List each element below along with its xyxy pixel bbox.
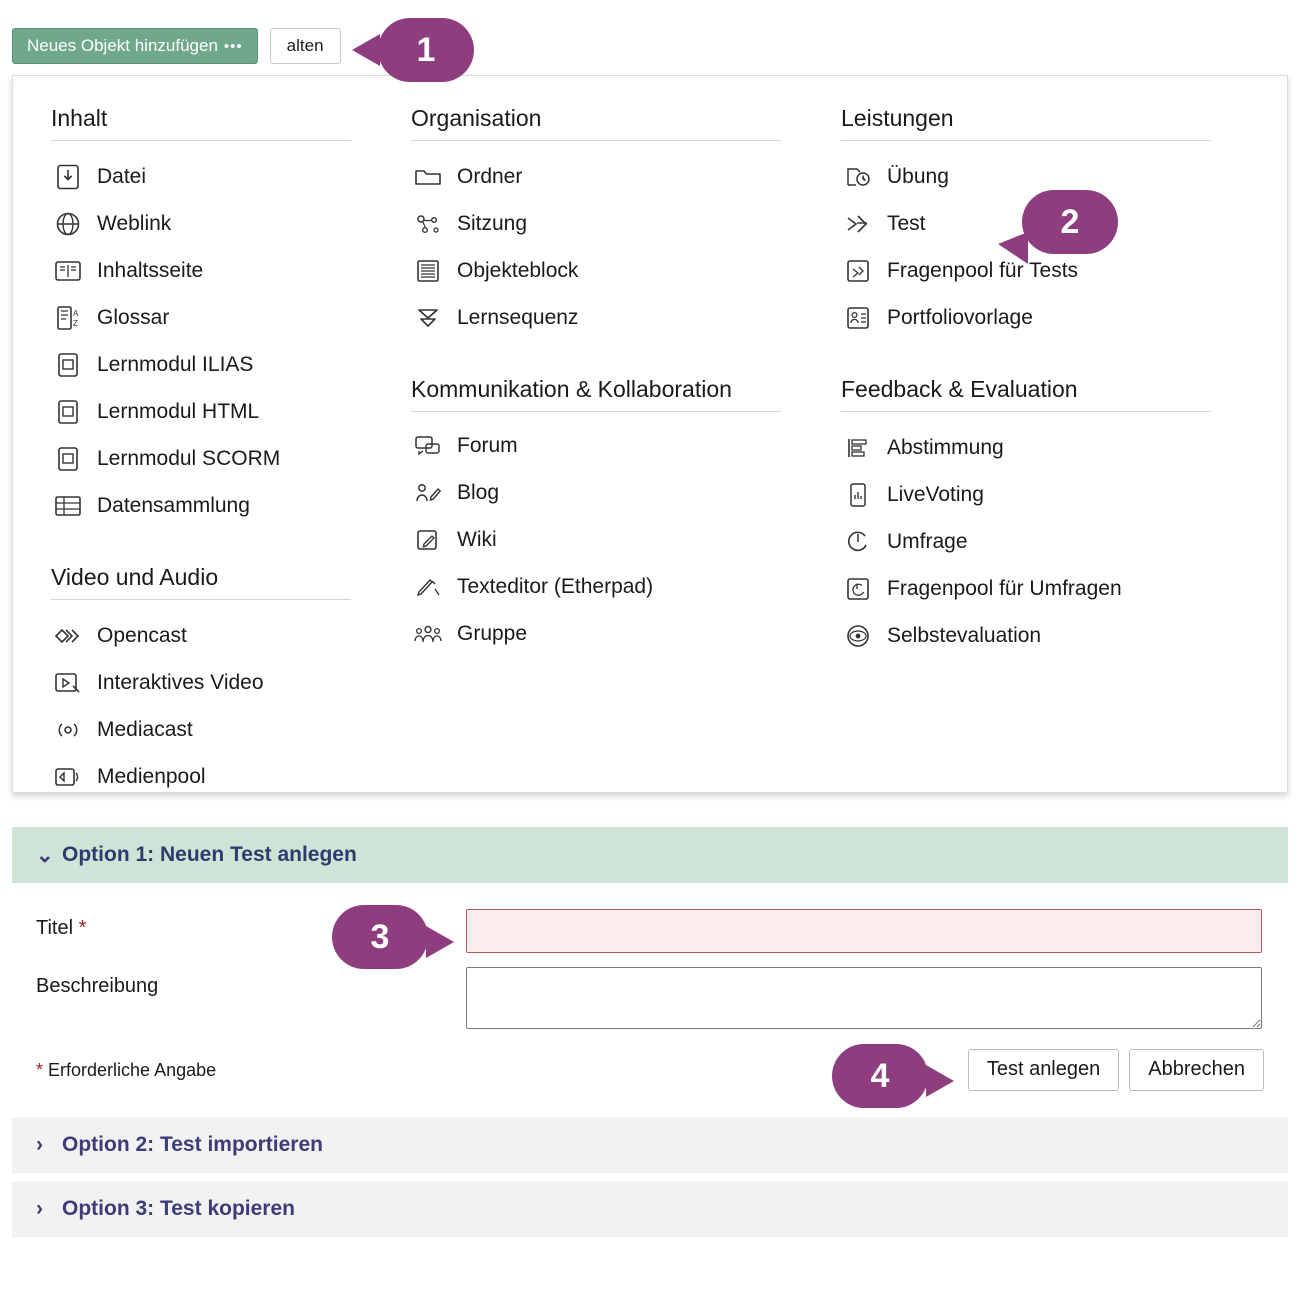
callout-number: 3 xyxy=(370,917,390,956)
livevoting-icon xyxy=(841,480,875,510)
menu-item-texteditor-etherpad[interactable] xyxy=(411,563,781,610)
learning-module-icon xyxy=(51,397,85,427)
menu-item-label: Lernmodul ILIAS xyxy=(97,353,254,377)
mediacast-icon xyxy=(51,715,85,745)
callout-number: 1 xyxy=(416,30,436,69)
option-3-header[interactable] xyxy=(12,1181,1288,1237)
cancel-button[interactable]: Abbrechen xyxy=(1129,1049,1264,1091)
callout-marker-4 xyxy=(832,1044,928,1108)
option-1-title: Option 1: Neuen Test anlegen xyxy=(62,843,357,866)
question-pool-icon xyxy=(841,256,875,286)
blog-icon xyxy=(411,478,445,508)
svg-text:A: A xyxy=(73,308,79,318)
form-footer xyxy=(36,1049,1264,1091)
menu-item-medienpool[interactable] xyxy=(51,753,351,800)
self-evaluation-icon xyxy=(841,621,875,651)
menu-item-sitzung[interactable] xyxy=(411,200,781,247)
menu-item-label: Medienpool xyxy=(97,765,206,789)
wiki-icon xyxy=(411,525,445,555)
required-hint xyxy=(36,1060,216,1081)
group-title-feedback-evaluation: Feedback & Evaluation xyxy=(841,375,1211,412)
chevron-right-icon: › xyxy=(36,1197,43,1220)
interactive-video-icon xyxy=(51,668,85,698)
menu-item-label: Umfrage xyxy=(887,530,968,554)
survey-question-pool-icon xyxy=(841,574,875,604)
menu-item-label: Sitzung xyxy=(457,212,528,236)
menu-item-lernsequenz[interactable] xyxy=(411,294,781,341)
description-row xyxy=(36,967,1264,1029)
menu-item-inhaltsseite[interactable] xyxy=(51,247,351,294)
menu-item-label: Blog xyxy=(457,481,500,505)
etherpad-icon xyxy=(411,572,445,602)
menu-item-weblink[interactable] xyxy=(51,200,351,247)
callout-marker-2 xyxy=(1022,190,1118,254)
option-2-title: Option 2: Test importieren xyxy=(62,1133,323,1156)
menu-item-label: Lernmodul HTML xyxy=(97,400,260,424)
callout-marker-3 xyxy=(332,905,428,969)
menu-item-wiki[interactable] xyxy=(411,516,781,563)
menu-item-fragenpool-fuer-umfragen[interactable] xyxy=(841,565,1211,612)
title-label-text: Titel xyxy=(36,917,74,939)
menu-item-label: Lernmodul SCORM xyxy=(97,447,281,471)
menu-item-label: Test xyxy=(887,212,926,236)
menu-item-datensammlung[interactable] xyxy=(51,482,351,529)
session-icon xyxy=(411,209,445,239)
globe-icon xyxy=(51,209,85,239)
description-label: Beschreibung xyxy=(36,975,159,997)
opencast-icon xyxy=(51,621,85,651)
table-icon xyxy=(51,491,85,521)
add-new-object-label: Neues Objekt hinzufügen xyxy=(27,36,218,55)
content-page-icon xyxy=(51,256,85,286)
toolbar xyxy=(12,28,341,64)
panel-column-content xyxy=(51,104,411,800)
option-1-header[interactable] xyxy=(12,827,1288,883)
menu-item-label: Lernsequenz xyxy=(457,306,579,330)
menu-item-label: Wiki xyxy=(457,528,497,552)
menu-item-interaktives-video[interactable] xyxy=(51,659,351,706)
group-list-feedback-evaluation xyxy=(841,424,1211,659)
exercise-icon xyxy=(841,162,875,192)
menu-item-lernmodul-ilias[interactable] xyxy=(51,341,351,388)
create-test-button[interactable]: Test anlegen xyxy=(968,1049,1119,1091)
menu-item-label: Datensammlung xyxy=(97,494,250,518)
panel-column-organisation xyxy=(411,104,841,800)
title-input[interactable] xyxy=(466,909,1262,953)
menu-item-label: Interaktives Video xyxy=(97,671,264,695)
menu-item-label: LiveVoting xyxy=(887,483,984,507)
group-title-video-und-audio: Video und Audio xyxy=(51,563,351,600)
form-buttons xyxy=(968,1049,1264,1091)
menu-item-livevoting[interactable] xyxy=(841,471,1211,518)
group-title-organisation: Organisation xyxy=(411,104,781,141)
menu-item-label: Portfoliovorlage xyxy=(887,306,1033,330)
option-3-title: Option 3: Test kopieren xyxy=(62,1197,295,1220)
menu-item-label: Opencast xyxy=(97,624,187,648)
menu-item-ordner[interactable] xyxy=(411,153,781,200)
description-textarea[interactable] xyxy=(466,967,1262,1029)
add-new-object-button[interactable] xyxy=(12,28,258,64)
test-icon xyxy=(841,209,875,239)
svg-text:Z: Z xyxy=(73,318,78,328)
menu-item-portfoliovorlage[interactable] xyxy=(841,294,1211,341)
chevron-right-icon: › xyxy=(36,1133,43,1156)
menu-item-label: Selbstevaluation xyxy=(887,624,1042,648)
menu-item-label: Fragenpool für Tests xyxy=(887,259,1079,283)
menu-item-label: Fragenpool für Umfragen xyxy=(887,577,1122,601)
title-row xyxy=(36,909,1264,953)
required-hint-text: Erforderliche Angabe xyxy=(48,1059,217,1080)
glossary-icon xyxy=(51,303,85,333)
menu-item-label: Gruppe xyxy=(457,622,528,646)
group-list-video-und-audio xyxy=(51,612,351,800)
group-list-kommunikation xyxy=(411,422,781,657)
group-list-inhalt xyxy=(51,153,351,529)
menu-item-gruppe[interactable] xyxy=(411,610,781,657)
group-title-leistungen: Leistungen xyxy=(841,104,1211,141)
menu-item-label: Datei xyxy=(97,165,147,189)
portfolio-template-icon xyxy=(841,303,875,333)
menu-item-label: Mediacast xyxy=(97,718,193,742)
file-icon xyxy=(51,162,85,192)
poll-icon xyxy=(841,433,875,463)
menu-item-label: Glossar xyxy=(97,306,170,330)
learning-sequence-icon xyxy=(411,303,445,333)
menu-item-lernmodul-html[interactable] xyxy=(51,388,351,435)
menu-item-label: Texteditor (Etherpad) xyxy=(457,575,654,599)
menu-item-label: Forum xyxy=(457,434,518,458)
option-1-body xyxy=(12,883,1288,1109)
folder-icon xyxy=(411,162,445,192)
forum-icon xyxy=(411,431,445,461)
menu-item-blog[interactable] xyxy=(411,469,781,516)
required-hint-asterisk: * xyxy=(36,1059,44,1080)
menu-item-label: Weblink xyxy=(97,212,172,236)
menu-item-umfrage[interactable] xyxy=(841,518,1211,565)
callout-number: 2 xyxy=(1060,202,1080,241)
menu-item-selbstevaluation[interactable] xyxy=(841,612,1211,659)
group-title-kommunikation-kollaboration: Kommunikation & Kollaboration xyxy=(411,375,781,412)
learning-module-icon xyxy=(51,350,85,380)
callout-number: 4 xyxy=(870,1056,890,1095)
object-block-icon xyxy=(411,256,445,286)
menu-item-opencast[interactable] xyxy=(51,612,351,659)
menu-item-datei[interactable] xyxy=(51,153,351,200)
ellipsis-icon: ••• xyxy=(223,38,243,55)
menu-item-mediacast[interactable] xyxy=(51,706,351,753)
menu-item-lernmodul-scorm[interactable] xyxy=(51,435,351,482)
add-object-dropdown-panel xyxy=(12,75,1288,793)
menu-item-label: Ordner xyxy=(457,165,523,189)
menu-item-forum[interactable] xyxy=(411,422,781,469)
learning-module-icon xyxy=(51,444,85,474)
secondary-toolbar-button[interactable]: alten xyxy=(270,28,341,64)
survey-icon xyxy=(841,527,875,557)
chevron-down-icon: ⌄ xyxy=(36,843,54,867)
create-test-form xyxy=(12,827,1288,1237)
menu-item-glossar[interactable] xyxy=(51,294,351,341)
mediapool-icon xyxy=(51,762,85,792)
menu-item-label: Übung xyxy=(887,165,949,189)
option-2-header[interactable] xyxy=(12,1117,1288,1173)
menu-item-abstimmung[interactable] xyxy=(841,424,1211,471)
group-list-organisation xyxy=(411,153,781,341)
menu-item-label: Objekteblock xyxy=(457,259,579,283)
callout-marker-1 xyxy=(378,18,474,82)
required-asterisk: * xyxy=(78,917,87,939)
menu-item-label: Abstimmung xyxy=(887,436,1004,460)
menu-item-objekteblock[interactable] xyxy=(411,247,781,294)
menu-item-label: Inhaltsseite xyxy=(97,259,204,283)
group-icon xyxy=(411,619,445,649)
group-title-inhalt: Inhalt xyxy=(51,104,351,141)
